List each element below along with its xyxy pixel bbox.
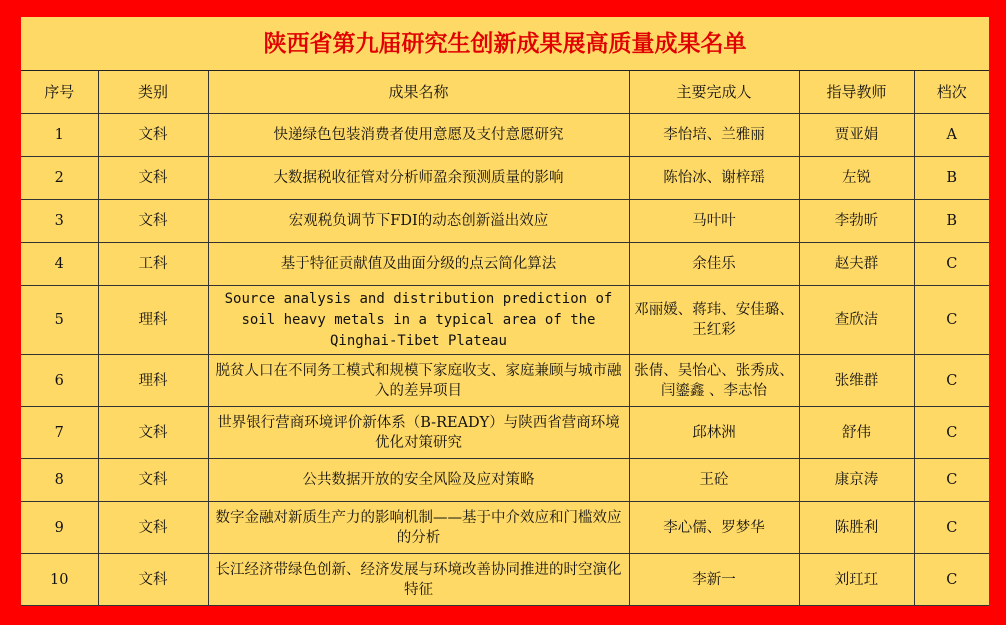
cell-advisor: 李勃昕 [799, 200, 914, 243]
cell-no: 10 [21, 554, 98, 606]
cell-category: 理科 [98, 355, 208, 407]
cell-advisor: 刘玒玒 [799, 554, 914, 606]
cell-name: 长江经济带绿色创新、经济发展与环境改善协同推进的时空演化特征 [208, 554, 629, 606]
cell-authors: 陈怡冰、谢梓瑶 [629, 157, 799, 200]
table-row [21, 243, 989, 286]
cell-authors: 李怡培、兰雅丽 [629, 114, 799, 157]
cell-category: 文科 [98, 114, 208, 157]
cell-name: 大数据税收征管对分析师盈余预测质量的影响 [208, 157, 629, 200]
cell-authors: 李心儒、罗梦华 [629, 502, 799, 554]
header-grade: 档次 [914, 71, 989, 114]
cell-no: 9 [21, 502, 98, 554]
cell-no: 6 [21, 355, 98, 407]
cell-name: 数字金融对新质生产力的影响机制——基于中介效应和门槛效应的分析 [208, 502, 629, 554]
cell-grade: C [914, 286, 989, 355]
cell-category: 文科 [98, 407, 208, 459]
cell-name: 基于特征贡献值及曲面分级的点云简化算法 [208, 243, 629, 286]
table-row [21, 407, 989, 459]
cell-grade: C [914, 502, 989, 554]
header-no: 序号 [21, 71, 98, 114]
cell-no: 5 [21, 286, 98, 355]
cell-authors: 邓丽媛、蒋玮、安佳璐、王红彩 [629, 286, 799, 355]
cell-name: 快递绿色包装消费者使用意愿及支付意愿研究 [208, 114, 629, 157]
cell-authors: 邱林洲 [629, 407, 799, 459]
cell-no: 3 [21, 200, 98, 243]
cell-authors: 李新一 [629, 554, 799, 606]
results-table [21, 71, 989, 606]
cell-name: 世界银行营商环境评价新体系（B-READY）与陕西省营商环境优化对策研究 [208, 407, 629, 459]
cell-advisor: 左锐 [799, 157, 914, 200]
cell-no: 7 [21, 407, 98, 459]
cell-advisor: 赵夫群 [799, 243, 914, 286]
cell-grade: A [914, 114, 989, 157]
cell-advisor: 康京涛 [799, 459, 914, 502]
cell-category: 文科 [98, 459, 208, 502]
header-category: 类别 [98, 71, 208, 114]
header-name: 成果名称 [208, 71, 629, 114]
cell-category: 文科 [98, 157, 208, 200]
cell-category: 文科 [98, 502, 208, 554]
cell-name: 宏观税负调节下FDI的动态创新溢出效应 [208, 200, 629, 243]
table-row [21, 554, 989, 606]
table-row [21, 200, 989, 243]
table-row [21, 157, 989, 200]
cell-no: 2 [21, 157, 98, 200]
table-row [21, 355, 989, 407]
cell-grade: C [914, 243, 989, 286]
cell-authors: 王砼 [629, 459, 799, 502]
cell-grade: C [914, 554, 989, 606]
cell-advisor: 陈胜利 [799, 502, 914, 554]
cell-name: 公共数据开放的安全风险及应对策略 [208, 459, 629, 502]
header-authors: 主要完成人 [629, 71, 799, 114]
cell-name: 脱贫人口在不同务工模式和规模下家庭收支、家庭兼顾与城市融入的差异项目 [208, 355, 629, 407]
cell-no: 8 [21, 459, 98, 502]
cell-no: 1 [21, 114, 98, 157]
cell-authors: 张倩、吴怡心、张秀成、闫鎏鑫 、李志怡 [629, 355, 799, 407]
cell-grade: B [914, 157, 989, 200]
cell-advisor: 张维群 [799, 355, 914, 407]
cell-authors: 余佳乐 [629, 243, 799, 286]
header-advisor: 指导教师 [799, 71, 914, 114]
table-row [21, 502, 989, 554]
table-header-row [21, 71, 989, 114]
cell-authors: 马叶叶 [629, 200, 799, 243]
cell-no: 4 [21, 243, 98, 286]
cell-advisor: 舒伟 [799, 407, 914, 459]
cell-grade: C [914, 355, 989, 407]
cell-category: 理科 [98, 286, 208, 355]
cell-grade: C [914, 459, 989, 502]
page-title: 陕西省第九届研究生创新成果展高质量成果名单 [21, 17, 989, 71]
cell-advisor: 贾亚娟 [799, 114, 914, 157]
cell-grade: B [914, 200, 989, 243]
cell-category: 文科 [98, 554, 208, 606]
cell-name: Source analysis and distribution prediction of soil heavy metals in a typical area of the Qinghai-Tibet Plateau [208, 286, 629, 355]
table-row [21, 114, 989, 157]
cell-category: 工科 [98, 243, 208, 286]
table-row [21, 459, 989, 502]
cell-category: 文科 [98, 200, 208, 243]
cell-grade: C [914, 407, 989, 459]
table-row [21, 286, 989, 355]
cell-advisor: 查欣洁 [799, 286, 914, 355]
results-list-sheet [21, 17, 989, 605]
